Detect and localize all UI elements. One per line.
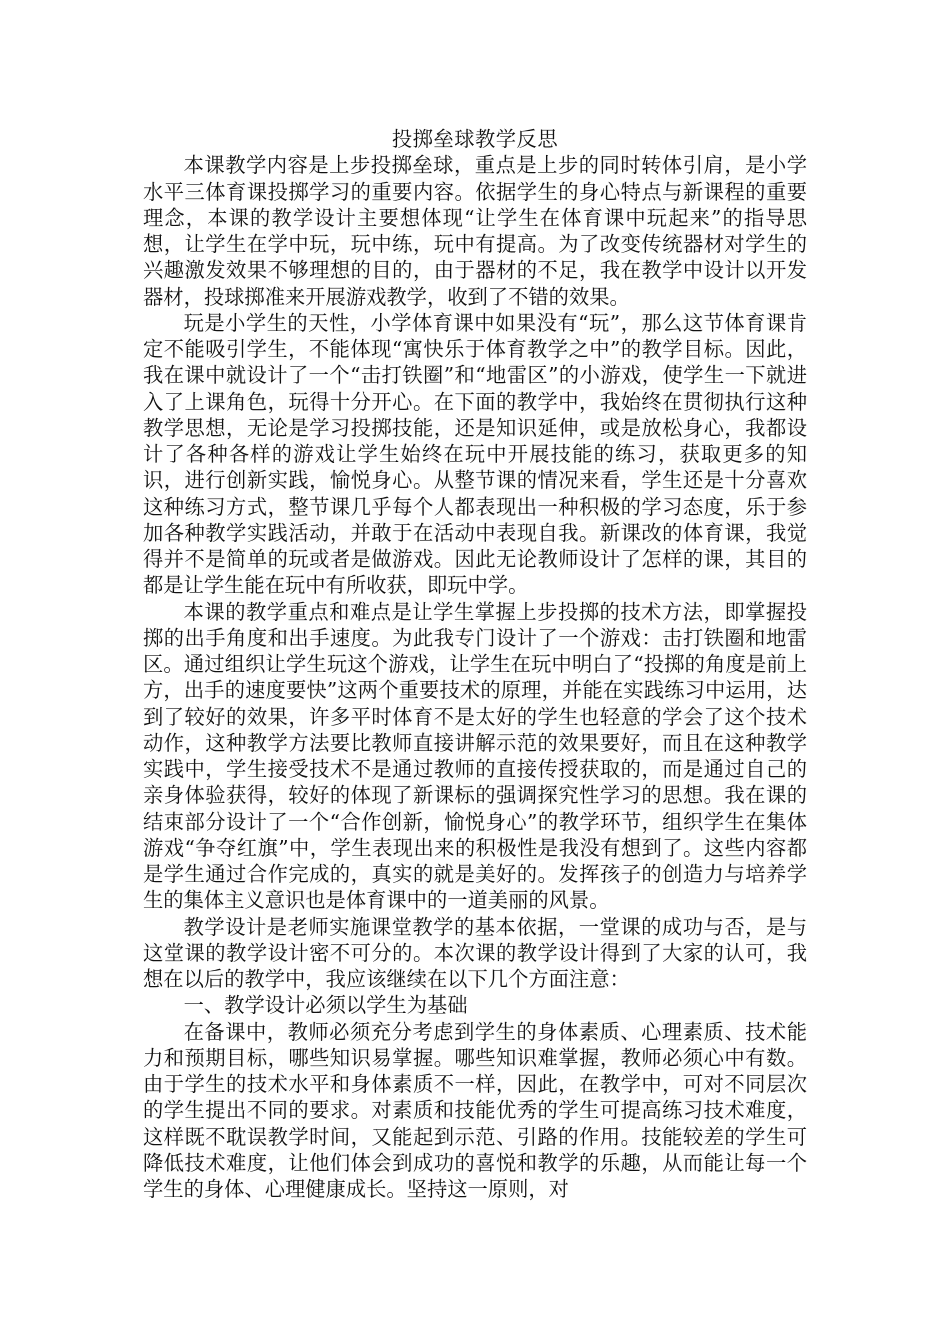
paragraph-preparation: 在备课中，教师必须充分考虑到学生的身体素质、心理素质、技术能力和预期目标，哪些知识易掌握。哪些知识难掌握，教师必须心中有数。由于学生的技术水平和身体素质不一样，因此，在教学中，可对不同层次的学生提出不同的要求。对素质和技能优秀的学生可提高练习技术难度，这样既不耽误教学时间，又能起到示范、引路的作用。技能较差的学生可降低技术难度，让他们体会到成功的喜悦和教学的乐趣，从而能让每一个学生的身体、心理健康成长。坚持这一原则，对: [143, 1019, 807, 1201]
document-title: 投掷垒球教学反思: [391, 127, 559, 151]
paragraph-intro: 本课教学内容是上步投掷垒球，重点是上步的同时转体引肩，是小学水平三体育课投掷学习的重要内容。依据学生的身心特点与新课程的重要理念，本课的教学设计主要想体现“让学生在体育课中玩起来”的指导思想，让学生在学中玩，玩中练，玩中有提高。为了改变传统器材对学生的兴趣激发效果不够理想的目的，由于器材的不足，我在教学中设计以开发器材，投球掷准来开展游戏教学，收到了不错的效果。: [143, 153, 807, 309]
section-heading: 一、教学设计必须以学生为基础: [183, 993, 468, 1018]
document-body: [143, 126, 807, 1202]
paragraph-design: 教学设计是老师实施课堂教学的基本依据，一堂课的成功与否，是与这堂课的教学设计密不可分的。本次课的教学设计得到了大家的认可，我想在以后的教学中，我应该继续在以下几个方面注意：: [143, 914, 807, 991]
paragraph-play: 玩是小学生的天性，小学体育课中如果没有“玩”，那么这节体育课肯定不能吸引学生，不能体现“寓快乐于体育教学之中”的教学目标。因此，我在课中就设计了一个“击打铁圈”和“地雷区”的小游戏，使学生一下就进入了上课角色，玩得十分开心。在下面的教学中，我始终在贯彻执行这种教学思想，无论是学习投掷技能，还是知识延伸，或是放松身心，我都设计了各种各样的游戏让学生始终在玩中开展技能的练习，获取更多的知识，进行创新实践，愉悦身心。从整节课的情况来看，学生还是十分喜欢这种练习方式，整节课几乎每个人都表现出一种积极的学习态度，乐于参加各种教学实践活动，并敢于在活动中表现自我。新课改的体育课，我觉得并不是简单的玩或者是做游戏。因此无论教师设计了怎样的课，其目的都是让学生能在玩中有所收获，即玩中学。: [143, 310, 807, 598]
paragraph-key-points: 本课的教学重点和难点是让学生掌握上步投掷的技术方法，即掌握投掷的出手角度和出手速度。为此我专门设计了一个游戏：击打铁圈和地雷区。通过组织让学生玩这个游戏，让学生在玩中明白了“投掷的角度是前上方，出手的速度要快”这两个重要技术的原理，并能在实践练习中运用，达到了较好的效果，许多平时体育不是太好的学生也轻意的学会了这个技术动作，这种教学方法要比教师直接讲解示范的效果要好，而且在这种教学实践中，学生接受技术不是通过教师的直接传授获取的，而是通过自己的亲身体验获得，较好的体现了新课标的强调探究性学习的思想。我在课的结束部分设计了一个“合作创新，愉悦身心”的教学环节，组织学生在集体游戏“争夺红旗”中，学生表现出来的积极性是我没有想到了。这些内容都是学生通过合作完成的，真实的就是美好的。发挥孩子的创造力与培养学生的集体主义意识也是体育课中的一道美丽的风景。: [143, 599, 807, 913]
